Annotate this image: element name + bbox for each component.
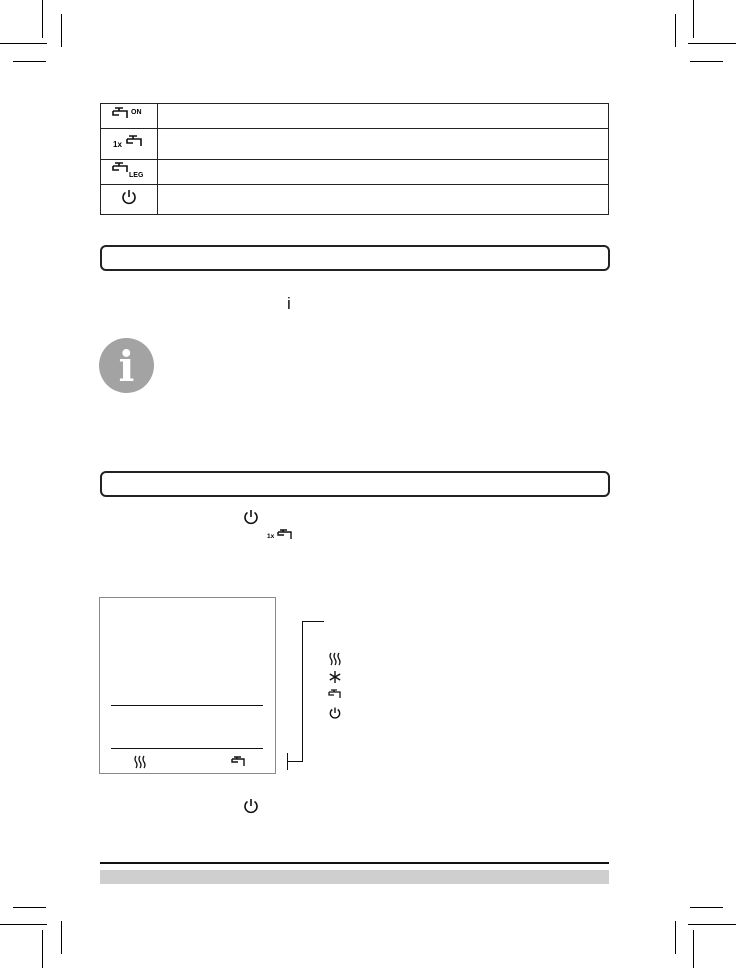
tap-once-icon xyxy=(266,528,296,547)
crop-mark xyxy=(42,930,43,968)
info-glyph: i xyxy=(287,294,291,313)
crop-mark xyxy=(688,924,736,925)
callout-line xyxy=(287,761,303,762)
crop-mark xyxy=(693,0,694,38)
svg-text:ON: ON xyxy=(131,108,142,116)
crop-mark xyxy=(0,43,47,44)
table-cell xyxy=(158,160,609,185)
svg-text:LEG: LEG xyxy=(129,171,144,179)
crop-mark xyxy=(42,0,43,38)
heating-icon xyxy=(328,652,342,671)
info-badge-letter: i xyxy=(118,342,135,391)
power-icon xyxy=(242,508,260,531)
crop-mark xyxy=(13,61,46,62)
crop-mark xyxy=(690,61,723,62)
crop-mark xyxy=(688,43,736,44)
crop-mark xyxy=(675,14,676,47)
callout-line xyxy=(302,621,303,761)
section-heading-bar xyxy=(100,471,610,497)
divider xyxy=(111,705,263,706)
crop-mark xyxy=(61,921,62,954)
divider xyxy=(111,748,263,749)
callout-line xyxy=(287,753,288,770)
table-row xyxy=(101,160,609,185)
footer-rule xyxy=(100,862,609,864)
icon-table xyxy=(100,103,609,215)
tap-icon xyxy=(230,755,246,774)
table-cell xyxy=(158,129,609,160)
svg-text:1x: 1x xyxy=(267,533,275,540)
crop-mark xyxy=(690,907,723,908)
tap-icon xyxy=(328,688,342,706)
table-row xyxy=(101,185,609,215)
power-icon xyxy=(242,797,260,820)
crop-mark xyxy=(693,930,694,968)
heating-icon xyxy=(133,755,147,774)
crop-mark xyxy=(61,14,62,47)
section-heading-bar xyxy=(100,245,610,271)
snowflake-icon xyxy=(328,670,342,689)
info-icon xyxy=(99,338,154,393)
footer-band xyxy=(100,870,609,884)
tap-once-icon xyxy=(101,129,158,160)
table-row xyxy=(101,129,609,160)
table-cell xyxy=(158,104,609,129)
svg-text:1x: 1x xyxy=(113,139,122,149)
callout-line xyxy=(302,621,324,622)
power-icon xyxy=(101,185,158,215)
crop-mark xyxy=(675,921,676,954)
crop-mark xyxy=(13,907,46,908)
table-cell xyxy=(158,185,609,215)
tap-legionella-icon xyxy=(101,160,158,185)
power-icon xyxy=(328,706,342,725)
crop-mark xyxy=(0,924,47,925)
display-panel xyxy=(99,597,276,774)
table-row xyxy=(101,104,609,129)
tap-on-icon xyxy=(101,104,158,129)
